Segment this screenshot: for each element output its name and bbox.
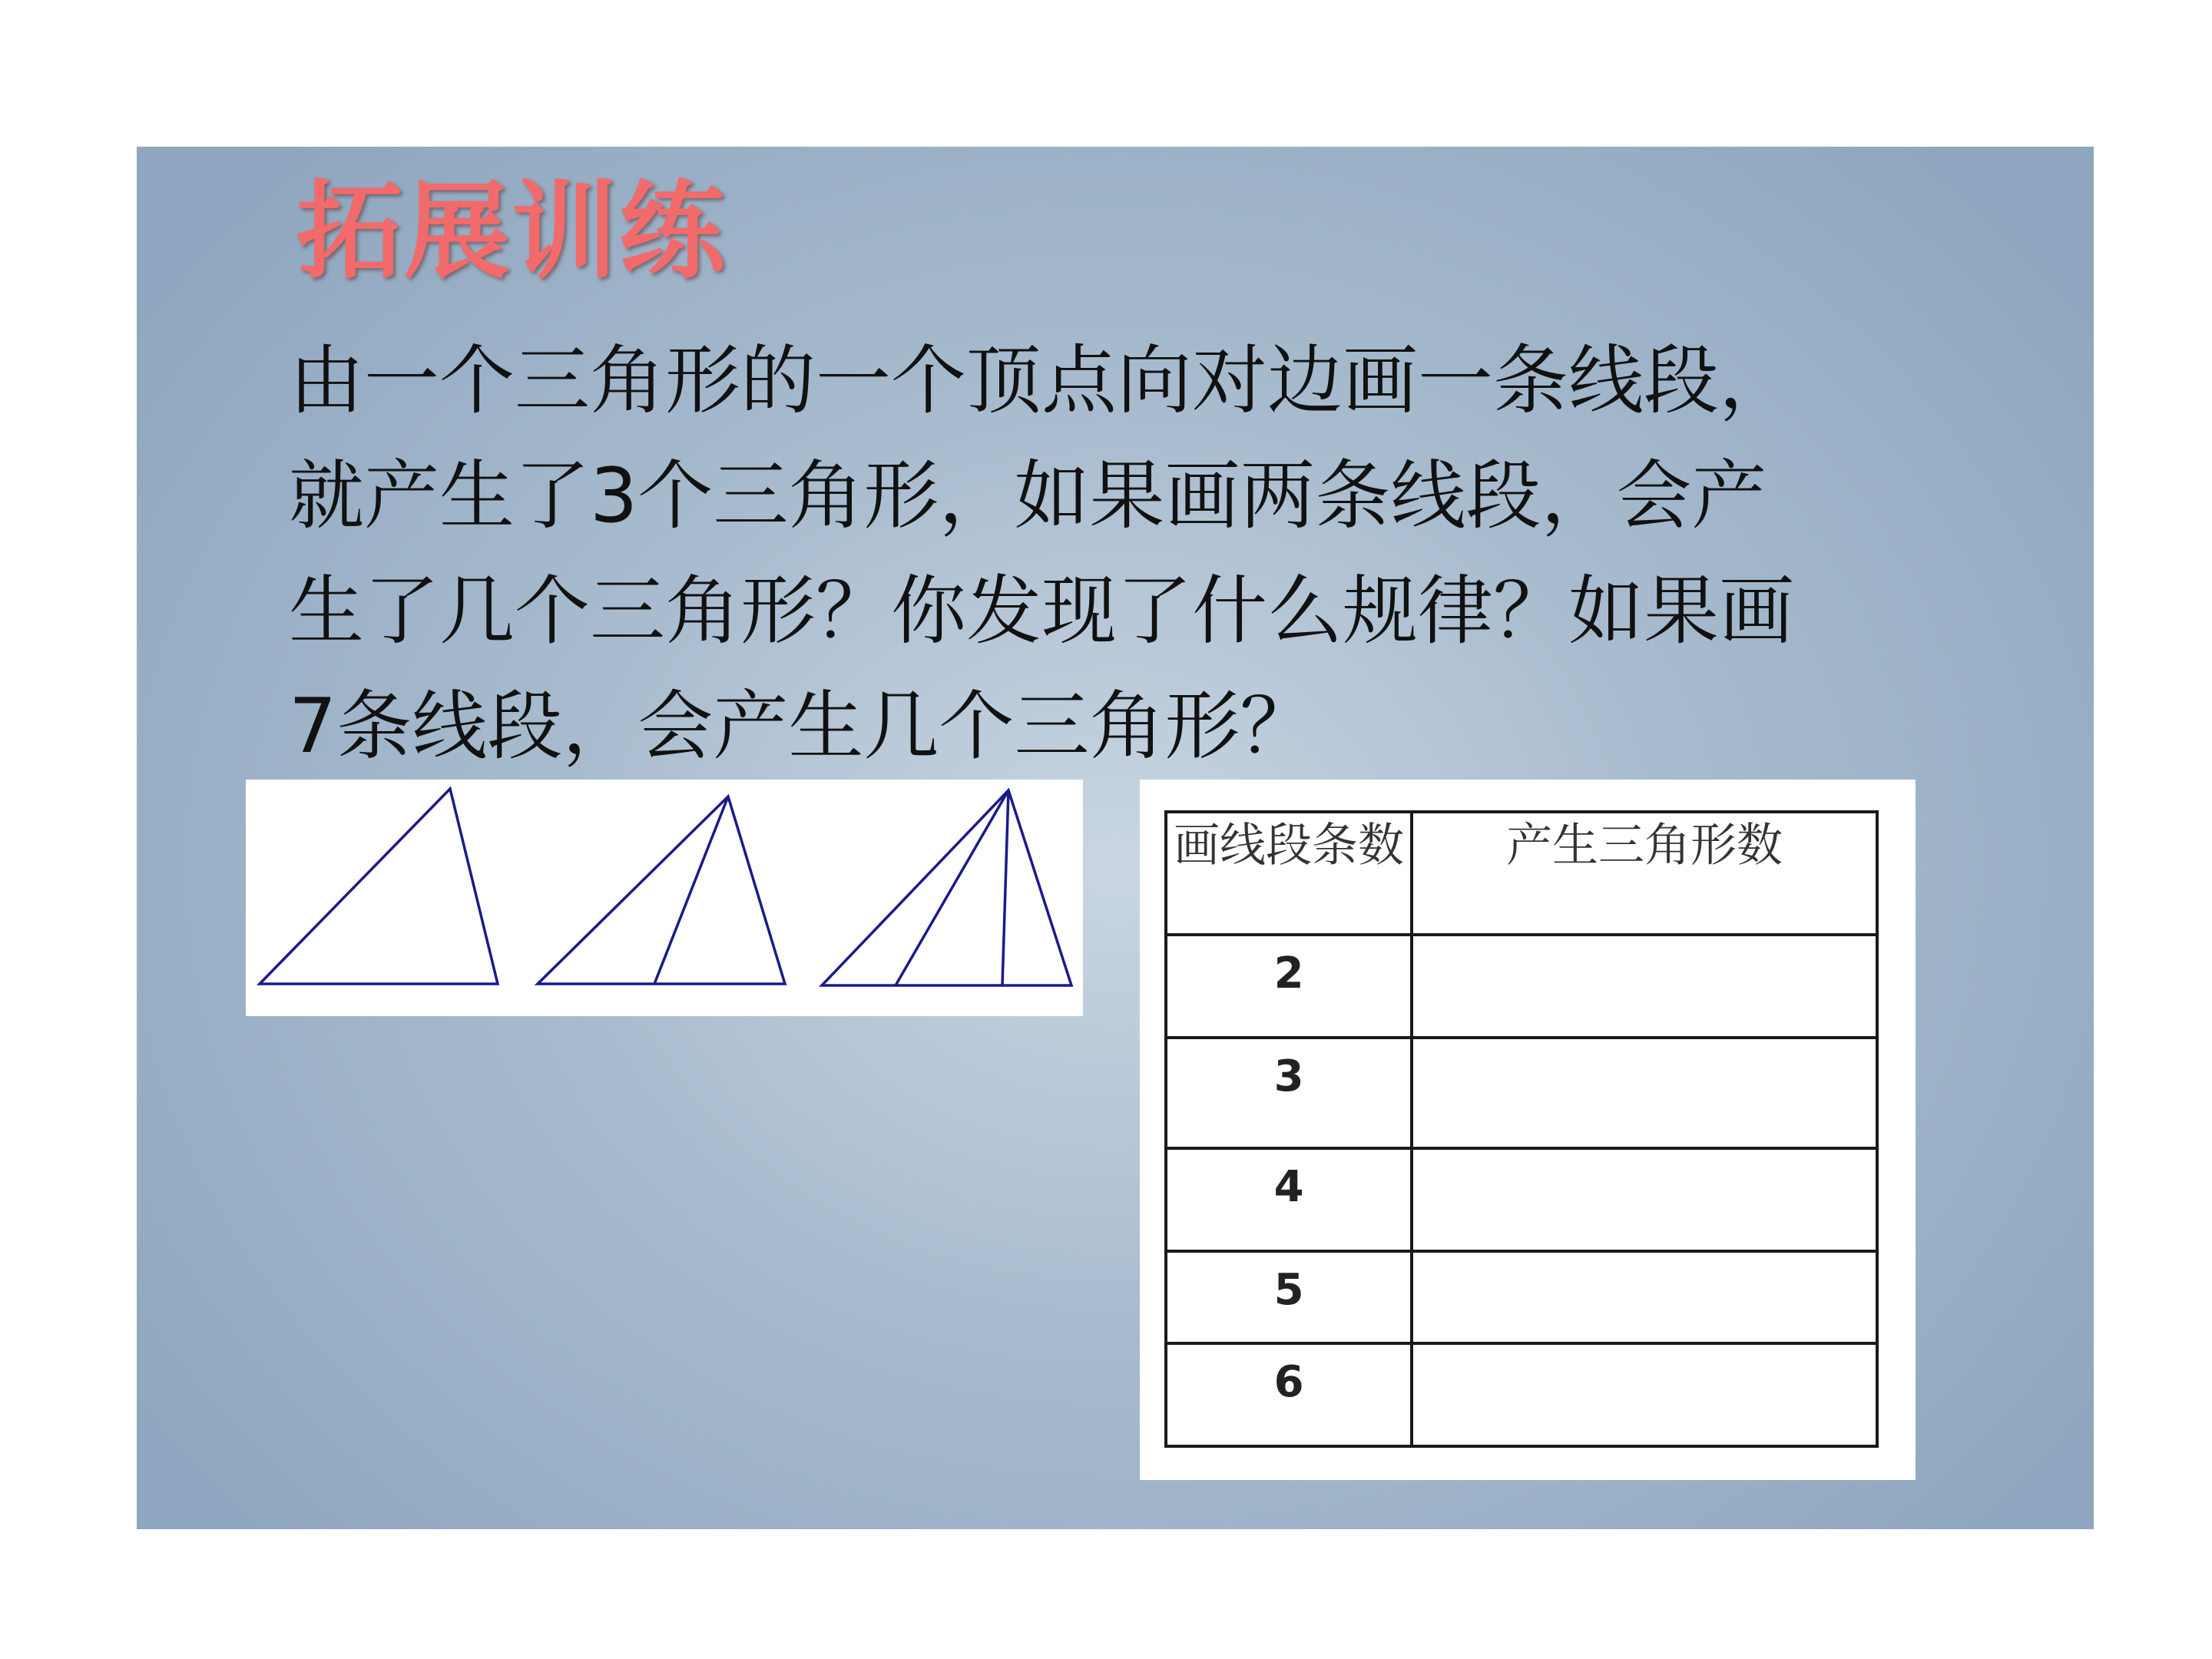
triangle-one-segment (538, 796, 785, 984)
segment-a-line (896, 790, 1008, 985)
question-text (289, 323, 1917, 784)
question-line-1: 由一个三角形的一个顶点向对边画一条线段， (289, 337, 1795, 425)
segments-cell: 4 (1166, 1148, 1412, 1251)
table-row (1166, 1343, 1877, 1446)
question-line-2: 就产生了3个三角形，如果画两条线段，会产 (289, 452, 1767, 540)
triangles-cell[interactable] (1412, 1148, 1877, 1251)
question-line-4: 7条线段，会产生几个三角形？ (289, 683, 1316, 770)
header-segments: 画线段条数 (1166, 812, 1412, 935)
segments-cell: 2 (1166, 935, 1412, 1038)
header-triangles: 产生三角形数 (1412, 812, 1877, 935)
table-panel (1140, 780, 1916, 1480)
triangles-cell[interactable] (1412, 1038, 1877, 1148)
triangles-cell[interactable] (1412, 1251, 1877, 1343)
segments-cell: 5 (1166, 1251, 1412, 1343)
segments-cell: 3 (1166, 1038, 1412, 1148)
triangles-cell[interactable] (1412, 1343, 1877, 1446)
table-row (1166, 1251, 1877, 1343)
question-line-3: 生了几个三角形？你发现了什么规律？如果画 (289, 568, 1795, 655)
triangles-figure (246, 780, 1083, 1016)
segments-triangles-table (1164, 810, 1879, 1448)
slide-title: 拓展训练 (296, 170, 727, 293)
segments-cell: 6 (1166, 1343, 1412, 1446)
segment-1-line (654, 796, 728, 984)
triangles-diagram (246, 780, 1083, 1016)
table-row (1166, 935, 1877, 1038)
triangle-two-segments (822, 790, 1071, 985)
table-row (1166, 1038, 1877, 1148)
triangles-cell[interactable] (1412, 935, 1877, 1038)
triangle-no-segment (260, 789, 498, 984)
table-header-row (1166, 812, 1877, 935)
table-row (1166, 1148, 1877, 1251)
slide (137, 147, 2094, 1529)
segment-b-line (1002, 790, 1008, 985)
